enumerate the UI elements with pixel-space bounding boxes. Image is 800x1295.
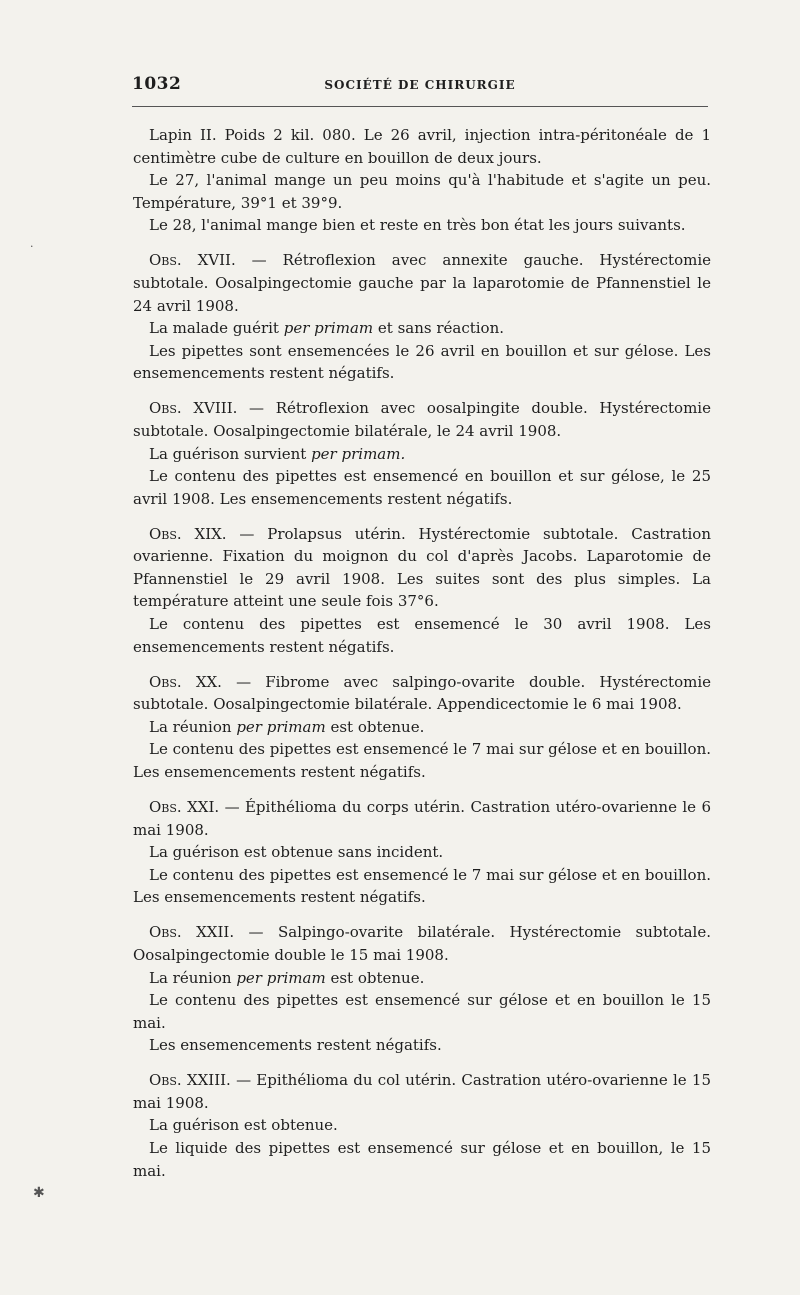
paragraph-italic: per primam. [311,444,406,463]
observation-paragraph [133,1137,711,1182]
observation-paragraph [133,738,711,783]
intro-section [133,124,711,237]
observation-text: — Epithélioma du col utérin. Castration utéro-ovarienne le 15 mai 1908. [133,1071,711,1112]
observation-label: Obs. XVIII. [149,399,238,418]
observation-heading [133,397,711,442]
observation-text: — Épithélioma du corps utérin. Castration utéro-ovarienne le 6 mai 1908. [133,797,711,839]
observation-paragraph [133,841,711,864]
observation-section [133,671,711,784]
paragraph-text: Le contenu des pipettes est ensemencé sur gélose et en bouillon le 15 mai. [133,991,711,1032]
paragraph-text: et sans réaction. [373,319,505,338]
observation-label: Obs. XXIII. [149,1071,231,1090]
observation-paragraph [133,864,711,909]
paragraph-text: La malade guérit [149,319,284,338]
page-number: 1032 [132,74,182,94]
intro-line: Lapin II. Poids 2 kil. 080. Le 26 avril, injection intra-péritonéale de 1 centimètre cube de culture en bouillon de deux jours. [133,126,711,167]
intro-line: Le 27, l'animal mange un peu moins qu'à l'habitude et s'agite un peu. Température, 39°1 et 39°9. [133,171,711,212]
observation-heading [133,523,711,613]
observation-paragraph [133,1114,711,1137]
paragraph-text: Les pipettes sont ensemencées le 26 avril en bouillon et sur gélose. Les ensemencements restent négatifs. [133,341,711,383]
paragraph-text: La guérison est obtenue sans incident. [149,843,444,862]
paragraph-text: Les ensemencements restent négatifs. [149,1036,442,1055]
paragraph-text: est obtenue. [325,717,425,736]
header-rule [132,106,708,107]
observation-label: Obs. XX. [149,672,222,691]
paragraph-text: Le liquide des pipettes est ensemencé sur gélose et en bouillon, le 15 mai. [133,1139,711,1180]
observation-section [133,397,711,510]
margin-ink-mark: ✱ [33,1185,45,1201]
observation-text: — Salpingo-ovarite bilatérale. Hystérectomie subtotale. Oosalpingectomie double le 15 mai 1908. [133,923,711,964]
paragraph-italic: per primam [236,717,326,736]
observation-paragraph [133,989,711,1034]
observation-text: — Rétroflexion avec oosalpingite double. Hystérectomie subtotale. Oosalpingectomie bilatérale, le 24 avril 1908. [133,399,711,440]
paragraph-text: La guérison est obtenue. [149,1116,338,1135]
observation-paragraph [133,967,711,990]
margin-dot-mark: · [30,240,34,253]
paragraph-italic: per primam [283,319,374,338]
observation-section [133,1069,711,1182]
running-title: SOCIÉTÉ DE CHIRURGIE [324,78,516,92]
observation-paragraph [133,317,711,340]
paragraph-text: La réunion [149,717,237,736]
paragraph-text: Le contenu des pipettes est ensemencé en bouillon et sur gélose, le 25 avril 1908. Les ensemencements restent négatifs. [133,467,711,508]
observation-heading [133,671,711,716]
intro-line: Le 28, l'animal mange bien et reste en très bon état les jours suivants. [149,216,686,235]
observation-paragraph [133,465,711,510]
observation-label: Obs. XXII. [149,923,235,942]
observation-section [133,796,711,909]
observation-section [133,249,711,385]
observation-text: — Fibrome avec salpingo-ovarite double. Hystérectomie subtotale. Oosalpingectomie bilatérale. Appendicectomie le 6 mai 1908. [133,672,711,714]
observation-paragraph [133,443,711,466]
paragraph-text: La guérison survient [149,444,312,463]
observation-section [133,523,711,659]
observation-label: Obs. XIX. [149,524,227,543]
observation-section [133,921,711,1057]
observation-text: — Rétroflexion avec annexite gauche. Hystérectomie subtotale. Oosalpingectomie gauche par la laparotomie de Pfannenstiel le 24 avril 1908. [133,251,711,315]
paragraph-text: Le contenu des pipettes est ensemencé le 7 mai sur gélose et en bouillon. Les ensemencements restent négatifs. [133,740,711,781]
paragraph-text: est obtenue. [325,968,425,987]
observation-text: — Prolapsus utérin. Hystérectomie subtotale. Castration ovarienne. Fixation du moignon du col d'après Jacobs. Laparotomie de Pfannenstiel le 29 avril 1908. Les suites sont des plus simples. La température atteint une seule fois 37°6. [133,524,711,611]
paragraph-text: Le contenu des pipettes est ensemencé le 30 avril 1908. Les ensemencements restent négatifs. [133,615,711,656]
observation-paragraph [133,340,711,385]
observation-heading [133,921,711,966]
observation-heading [133,249,711,317]
observation-paragraph [133,613,711,658]
observation-heading [133,1069,711,1114]
paragraph-italic: per primam [236,968,326,987]
paragraph-text: La réunion [149,968,237,987]
observation-paragraph [133,716,711,739]
observation-heading [133,796,711,841]
paragraph-text: Le contenu des pipettes est ensemencé le 7 mai sur gélose et en bouillon. Les ensemencements restent négatifs. [133,865,711,907]
observation-label: Obs. XXI. [149,797,220,816]
observation-label: Obs. XVII. [149,251,236,270]
observation-paragraph [133,1034,711,1057]
page-header [132,74,708,102]
body-text [133,124,711,1182]
